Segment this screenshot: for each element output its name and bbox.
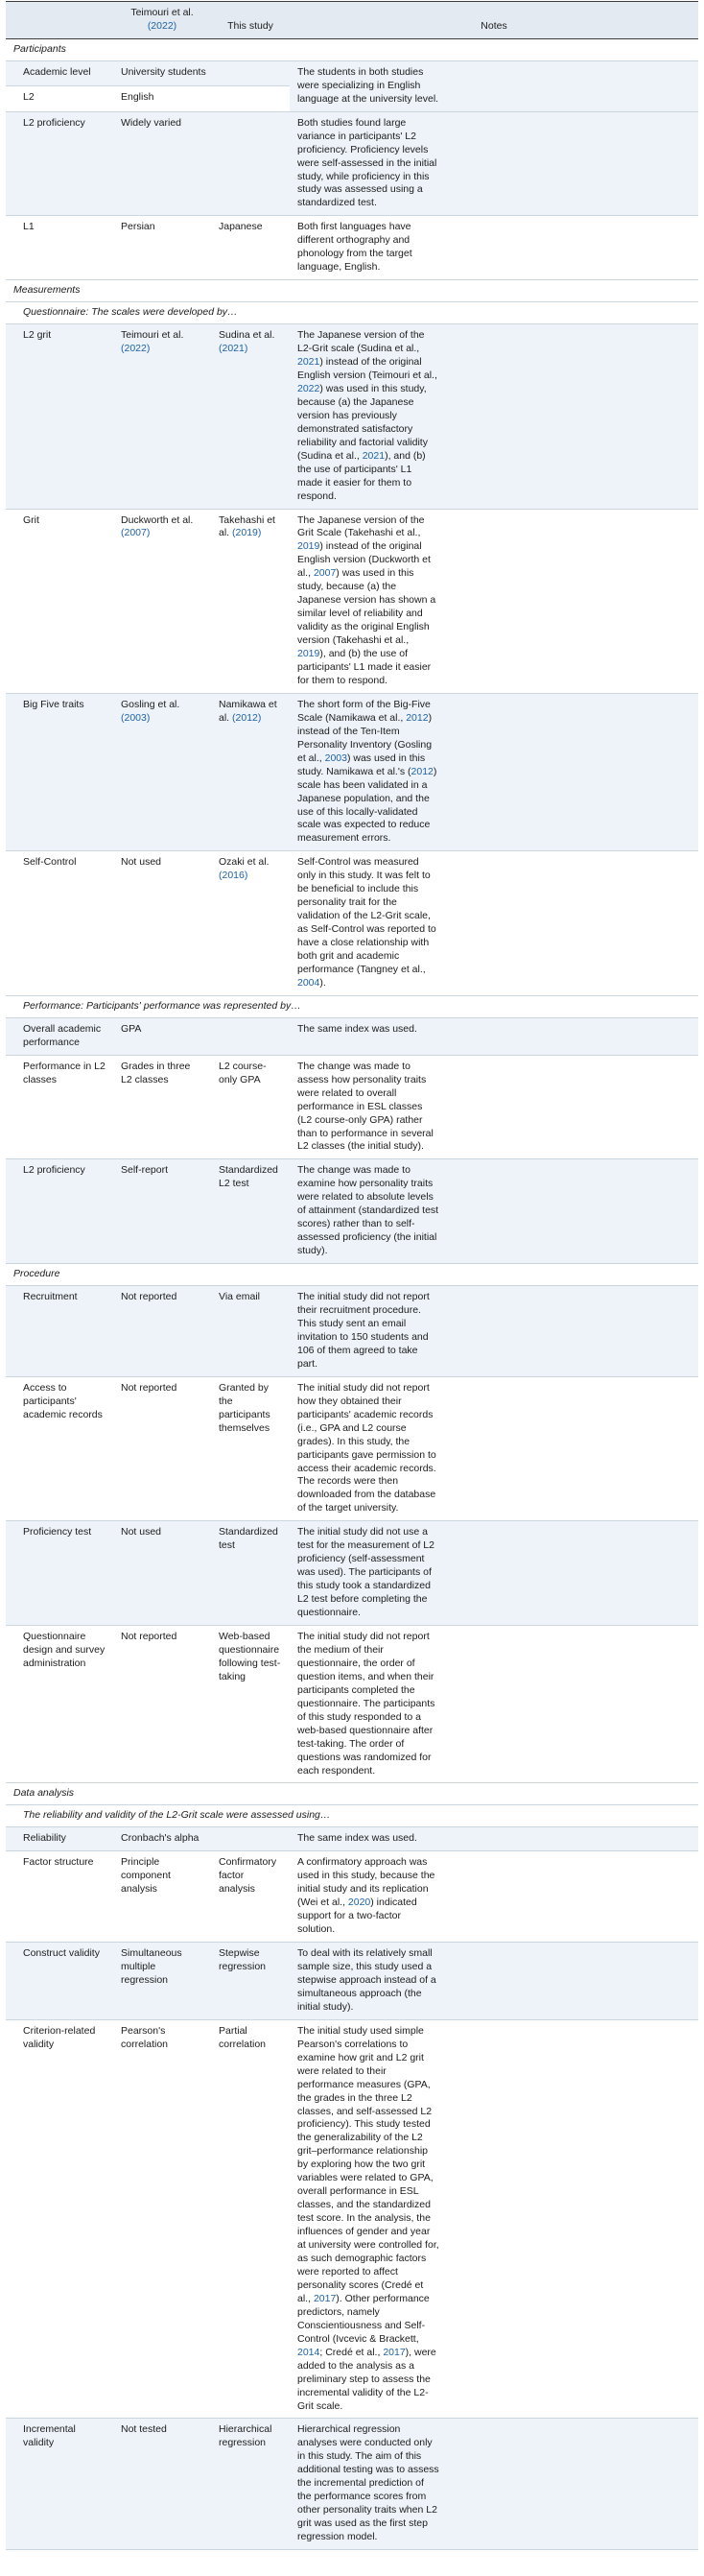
citation-link[interactable]: (2022) [121, 343, 151, 355]
study2-cell: Stepwise regression [211, 1943, 290, 2020]
notes-cell [290, 111, 698, 216]
subsection-title-row [6, 995, 698, 1017]
study1-cell: Self-report [113, 1159, 211, 1264]
citation-link[interactable]: 2019 [297, 648, 320, 660]
study1-cell: GPA [113, 1017, 290, 1055]
section-title-row [6, 280, 698, 302]
note-text: The change was made to examine how personality traits were related to absolute levels of attainment (standardized test scores) rather than to self-assessed proficiency (the initial study). [297, 1164, 439, 1257]
study1-cell: Widely varied [113, 111, 290, 216]
row-label-cell: Access to participants' academic records [6, 1376, 113, 1521]
section-title: Data analysis [6, 1783, 698, 1805]
note-text: Both first languages have different orthography and phonology from the target language, English. [297, 221, 412, 274]
table-row [6, 111, 698, 216]
study2-cell: Standardized L2 test [211, 1159, 290, 1264]
note-text: Both studies found large variance in participants' L2 proficiency. Proficiency levels were self-assessed in the initial study, while proficiency in this study was assessed using a standardized test. [297, 116, 437, 209]
citation-link[interactable]: (2021) [219, 343, 248, 355]
study1-cell: Simultaneous multiple regression [113, 1943, 211, 2020]
study2-cell: Granted by the participants themselves [211, 1376, 290, 1521]
table-row [6, 216, 698, 280]
study1-cell: Principle component analysis [113, 1851, 211, 1943]
notes-cell [290, 1625, 698, 1782]
notes-cell [290, 1943, 698, 2020]
notes-cell [290, 1827, 698, 1851]
study1-cell: Grades in three L2 classes [113, 1055, 211, 1159]
table-row [6, 1521, 698, 1626]
study2-cell: Sudina et al. (2021) [211, 324, 290, 509]
citation-link[interactable]: 2022 [297, 382, 320, 394]
header-empty-cell [6, 2, 113, 39]
note-text: The initial study used simple Pearson's correlations to examine how grit and L2 grit were related to their performance measures (GPA, the grades in the three L2 classes, and self-assessed L2 proficiency). This study tested the generalizability of the L2 grit–performance relationship by exploring how the two grit variables were related to GPA, overall performance in ESL classes, and the standardized test score. In the analysis, the influences of gender and year at university were controlled for, as such demographic factors were reported to affect personality scores (Credé et al., 2017). Other performance predictors, namely Conscientiousness and Self-Control (Ivcevic & Brackett, 2014; Credé et al., 2017), were added to the analysis as a preliminary step to assess the incremental validity of the L2-Grit scale. [297, 2024, 439, 2412]
citation-link[interactable]: (2022) [147, 19, 177, 32]
note-text: The same index was used. [297, 1022, 417, 1035]
section-title-row [6, 38, 698, 60]
study1-cell: Not used [113, 1521, 211, 1626]
section-title: Measurements [6, 280, 698, 302]
note-text: The short form of the Big-Five Scale (Namikawa et al., 2012) instead of the Ten-Item Personality Inventory (Gosling et al., 2003) was used in this study. Namikawa et al.'s (2012) scale has been validated in a Japanese population, and the use of this locally-validated scale was expected to reduce measurement errors. [297, 698, 437, 845]
notes-cell [290, 1286, 698, 1377]
subsection-title-row [6, 1805, 698, 1827]
comparison-table [6, 1, 698, 2550]
study1-cell: Not reported [113, 1286, 211, 1377]
section-title-row [6, 1783, 698, 1805]
citation-link[interactable]: (2012) [232, 711, 262, 724]
table-row [6, 509, 698, 693]
table-body [6, 38, 698, 2549]
row-label-cell: Questionnaire design and survey administration [6, 1625, 113, 1782]
table-row [6, 1943, 698, 2020]
note-text: The initial study did not report how they obtained their participants' academic records (i.e., GPA and L2 course grades). In this study, the participants gave permission to access their academic records. The records were then downloaded from the database of the target university. [297, 1381, 436, 1515]
study2-cell: Standardized test [211, 1521, 290, 1626]
study1-cell: Not reported [113, 1625, 211, 1782]
header-notes-cell: Notes [290, 2, 698, 39]
section-title: Procedure [6, 1264, 698, 1286]
citation-link[interactable]: 2021 [362, 449, 386, 462]
header-study2-cell: This study [211, 2, 290, 39]
study2-cell: L2 course-only GPA [211, 1055, 290, 1159]
citation-link[interactable]: (2016) [219, 870, 248, 882]
note-text: The initial study did not report the medium of their questionnaire, the order of question items, and when their participants completed the questionnaire. The participants of this study responded to a web-based questionnaire after test-taking. The order of questions was randomized for each respondent. [297, 1630, 435, 1777]
citation-link[interactable]: 2004 [297, 976, 320, 989]
subsection-title-row [6, 302, 698, 324]
row-label-cell: Reliability [6, 1827, 113, 1851]
notes-cell [290, 1521, 698, 1626]
row-label-cell: L2 [6, 86, 113, 111]
table-row [6, 1851, 698, 1943]
notes-cell [290, 1017, 698, 1055]
study2-cell: Partial correlation [211, 2019, 290, 2419]
study1-cell: Not reported [113, 1376, 211, 1521]
row-label-cell: Construct validity [6, 1943, 113, 2020]
note-text: To deal with its relatively small sample size, this study used a stepwise approach instead of a simultaneous approach (the initial study). [297, 1947, 436, 2013]
study1-cell: Duckworth et al. (2007) [113, 509, 211, 693]
notes-cell [290, 851, 698, 996]
study1-cell: Pearson's correlation [113, 2019, 211, 2419]
study1-cell: English [113, 86, 290, 111]
notes-cell [290, 2019, 698, 2419]
row-label-cell: Big Five traits [6, 693, 113, 850]
row-label-cell: Self-Control [6, 851, 113, 996]
note-text: The change was made to assess how personality traits were related to overall performance in ESL classes (L2 course-only GPA) rather than to performance in several L2 classes (the initial study). [297, 1060, 434, 1153]
citation-link[interactable]: 2012 [406, 711, 429, 724]
study2-cell: Ozaki et al. (2016) [211, 851, 290, 996]
notes-cell [290, 1055, 698, 1159]
notes-cell [290, 2419, 698, 2550]
table-row [6, 693, 698, 850]
subsection-title: The reliability and validity of the L2-Grit scale were assessed using… [6, 1805, 698, 1827]
row-label-cell: Factor structure [6, 1851, 113, 1943]
note-text: Hierarchical regression analyses were conducted only in this study. The aim of this additional testing was to assess the incremental prediction of the performance scores from other personality traits when L2 grit was used as the first step regression model. [297, 2423, 439, 2543]
table-row [6, 1376, 698, 1521]
note-text: The Japanese version of the L2-Grit scale (Sudina et al., 2021) instead of the original English version (Teimouri et al., 2022) was used in this study, because (a) the Japanese version has previously demonstrated satisfactory reliability and factorial validity (Sudina et al., 2021), and (b) the use of participants' L1 made it easier for them to respond. [297, 329, 437, 502]
table-row [6, 2419, 698, 2550]
study1-cell: University students [113, 60, 290, 85]
row-label-cell: Criterion-related validity [6, 2019, 113, 2419]
study1-cell: Cronbach's alpha [113, 1827, 290, 1851]
study2-cell: Via email [211, 1286, 290, 1377]
table-row [6, 324, 698, 509]
notes-cell [290, 1159, 698, 1264]
table-row [6, 1055, 698, 1159]
notes-cell [290, 509, 698, 693]
study2-cell: Takehashi et al. (2019) [211, 509, 290, 693]
table-head [6, 2, 698, 39]
notes-cell [290, 1851, 698, 1943]
citation-link[interactable]: 2014 [297, 2346, 320, 2358]
notes-cell [290, 1376, 698, 1521]
study1-cell: Not tested [113, 2419, 211, 2550]
study1-cell: Persian [113, 216, 211, 280]
row-label-cell: L2 proficiency [6, 111, 113, 216]
study2-cell: Namikawa et al. (2012) [211, 693, 290, 850]
row-label-cell: Grit [6, 509, 113, 693]
table-row [6, 1827, 698, 1851]
header-study1-cell [113, 2, 211, 39]
table-row [6, 1159, 698, 1264]
table-header-row [6, 2, 698, 39]
table-row [6, 2019, 698, 2419]
table-row [6, 1286, 698, 1377]
citation-link[interactable]: 2017 [313, 2292, 337, 2304]
citation-link[interactable]: 2012 [411, 765, 434, 777]
citation-link[interactable]: 2020 [347, 1896, 371, 1909]
notes-cell [290, 324, 698, 509]
study2-cell: Web-based questionnaire following test-taking [211, 1625, 290, 1782]
row-label-cell: Recruitment [6, 1286, 113, 1377]
table-row [6, 851, 698, 996]
citation-link[interactable]: 2019 [297, 540, 320, 553]
study1-cell: Not used [113, 851, 211, 996]
citation-link[interactable]: 2017 [383, 2346, 406, 2358]
table-row [6, 1625, 698, 1782]
citation-link[interactable]: 2007 [313, 567, 337, 580]
header-study1-name: Teimouri et al. [130, 7, 194, 18]
note-text: The Japanese version of the Grit Scale (Takehashi et al., 2019) instead of the original English version (Duckworth et al., 2007) was used in this study, because (a) the Japanese version has shown a similar level of reliability and validity as the original English version (Takehashi et al., 2019), and (b) the use of participants' L1 made it easier for them to respond. [297, 513, 436, 686]
row-label-cell: L2 proficiency [6, 1159, 113, 1264]
row-label-cell: Performance in L2 classes [6, 1055, 113, 1159]
notes-cell [290, 60, 698, 111]
section-title: Participants [6, 38, 698, 60]
study1-cell: Teimouri et al. (2022) [113, 324, 211, 509]
note-text: The initial study did not use a test for the measurement of L2 proficiency (self-assessment was used). The participants of this study took a standardized L2 test before completing the questionnaire. [297, 1526, 434, 1619]
note-text: The initial study did not report their recruitment procedure. This study sent an email invitation to 150 students and 106 of them agreed to take part. [297, 1291, 430, 1370]
subsection-title: Questionnaire: The scales were developed by… [6, 302, 698, 324]
citation-link[interactable]: 2021 [297, 356, 320, 369]
citation-link[interactable]: (2019) [232, 527, 262, 539]
subsection-title: Performance: Participants' performance was represented by… [6, 995, 698, 1017]
section-title-row [6, 1264, 698, 1286]
study2-cell: Confirmatory factor analysis [211, 1851, 290, 1943]
notes-cell [290, 216, 698, 280]
row-label-cell: L1 [6, 216, 113, 280]
table-row [6, 1017, 698, 1055]
citation-link[interactable]: (2003) [121, 711, 151, 724]
study2-cell: Hierarchical regression [211, 2419, 290, 2550]
citation-link[interactable]: 2003 [324, 751, 347, 764]
row-label-cell: L2 grit [6, 324, 113, 509]
note-text: The same index was used. [297, 1832, 417, 1845]
study1-cell: Gosling et al. (2003) [113, 693, 211, 850]
study2-cell: Japanese [211, 216, 290, 280]
note-text: A confirmatory approach was used in this study, because the initial study and its replication (Wei et al., 2020) indicated support for a two-factor solution. [297, 1856, 435, 1936]
citation-link[interactable]: (2007) [121, 527, 151, 539]
row-label-cell: Proficiency test [6, 1521, 113, 1626]
row-label-cell: Overall academic performance [6, 1017, 113, 1055]
table-row [6, 60, 698, 85]
row-label-cell: Academic level [6, 60, 113, 85]
note-text: The students in both studies were specializing in English language at the university level. [297, 65, 439, 105]
notes-cell [290, 693, 698, 850]
note-text: Self-Control was measured only in this study. It was felt to be beneficial to include this personality trait for the validation of the L2-Grit scale, as Self-Control was reported to have a close relationship with both grit and academic performance (Tangney et al., 2004). [297, 856, 436, 989]
row-label-cell: Incremental validity [6, 2419, 113, 2550]
